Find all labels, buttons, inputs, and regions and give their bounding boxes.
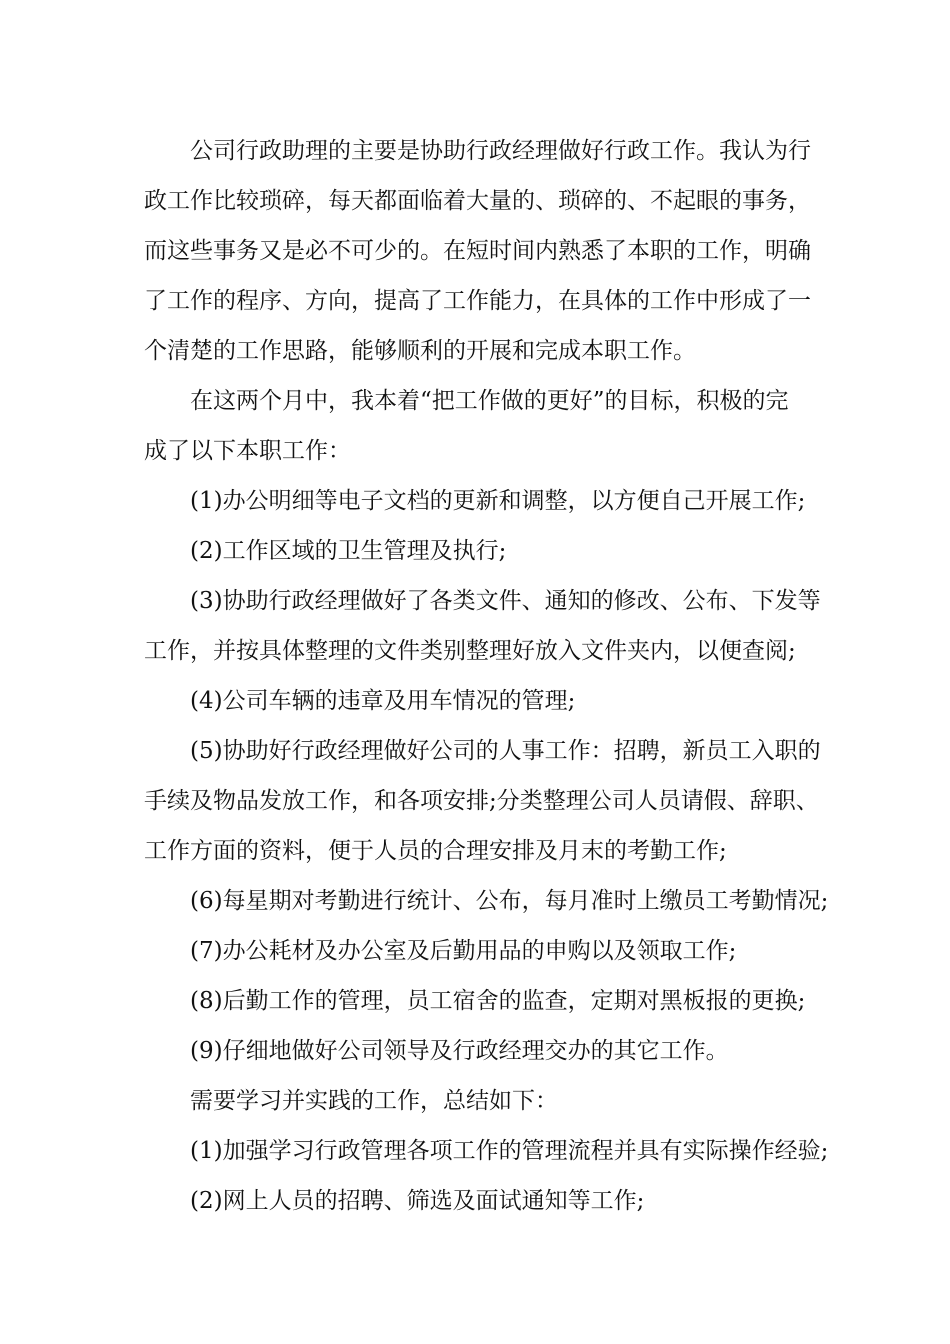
text-line: 成了以下本职工作： bbox=[144, 438, 351, 464]
text-line: (1)办公明细等电子文档的更新和调整，以方便自己开展工作; bbox=[190, 488, 806, 514]
list-item bbox=[144, 726, 824, 876]
text-line: (1)加强学习行政管理各项工作的管理流程并具有实际操作经验; bbox=[190, 1138, 829, 1164]
text-line: (9)仔细地做好公司领导及行政经理交办的其它工作。 bbox=[190, 1038, 729, 1064]
text-line: (4)公司车辆的违章及用车情况的管理; bbox=[190, 688, 576, 714]
list-item bbox=[144, 1026, 824, 1076]
document-body bbox=[144, 126, 829, 1226]
paragraph-summary-heading bbox=[144, 1076, 824, 1126]
list-item bbox=[144, 676, 824, 726]
text-line: (5)协助好行政经理做好公司的人事工作：招聘，新员工入职的 bbox=[190, 738, 821, 764]
paragraph-goal bbox=[144, 376, 824, 476]
paragraph-intro bbox=[144, 126, 824, 376]
text-line: 工作，并按具体整理的文件类别整理好放入文件夹内，以便查阅; bbox=[144, 638, 796, 664]
text-line: 个清楚的工作思路，能够顺利的开展和完成本职工作。 bbox=[144, 338, 696, 364]
text-line: 工作方面的资料，便于人员的合理安排及月末的考勤工作; bbox=[144, 838, 727, 864]
text-line: (2)网上人员的招聘、筛选及面试通知等工作; bbox=[190, 1188, 645, 1214]
text-line: 需要学习并实践的工作，总结如下： bbox=[190, 1088, 558, 1114]
text-line: 了工作的程序、方向，提高了工作能力，在具体的工作中形成了一 bbox=[144, 288, 811, 314]
list-item bbox=[144, 876, 829, 926]
text-line: 公司行政助理的主要是协助行政经理做好行政工作。我认为行 bbox=[190, 138, 811, 164]
list-item bbox=[144, 1176, 824, 1226]
list-item bbox=[144, 926, 824, 976]
text-line: 手续及物品发放工作，和各项安排;分类整理公司人员请假、辞职、 bbox=[144, 788, 819, 814]
text-line: (3)协助行政经理做好了各类文件、通知的修改、公布、下发等 bbox=[190, 588, 821, 614]
list-item bbox=[144, 1126, 829, 1176]
text-line: (8)后勤工作的管理，员工宿舍的监查，定期对黑板报的更换; bbox=[190, 988, 806, 1014]
text-line: 在这两个月中，我本着“把工作做的更好”的目标，积极的完 bbox=[190, 388, 789, 414]
text-line: (6)每星期对考勤进行统计、公布，每月准时上缴员工考勤情况; bbox=[190, 888, 829, 914]
list-item bbox=[144, 526, 824, 576]
text-line: 政工作比较琐碎，每天都面临着大量的、琐碎的、不起眼的事务， bbox=[144, 188, 811, 214]
list-item bbox=[144, 476, 824, 526]
list-item bbox=[144, 576, 824, 676]
text-line: (7)办公耗材及办公室及后勤用品的申购以及领取工作; bbox=[190, 938, 737, 964]
text-line: 而这些事务又是必不可少的。在短时间内熟悉了本职的工作，明确 bbox=[144, 238, 811, 264]
list-item bbox=[144, 976, 824, 1026]
text-line: (2)工作区域的卫生管理及执行; bbox=[190, 538, 507, 564]
